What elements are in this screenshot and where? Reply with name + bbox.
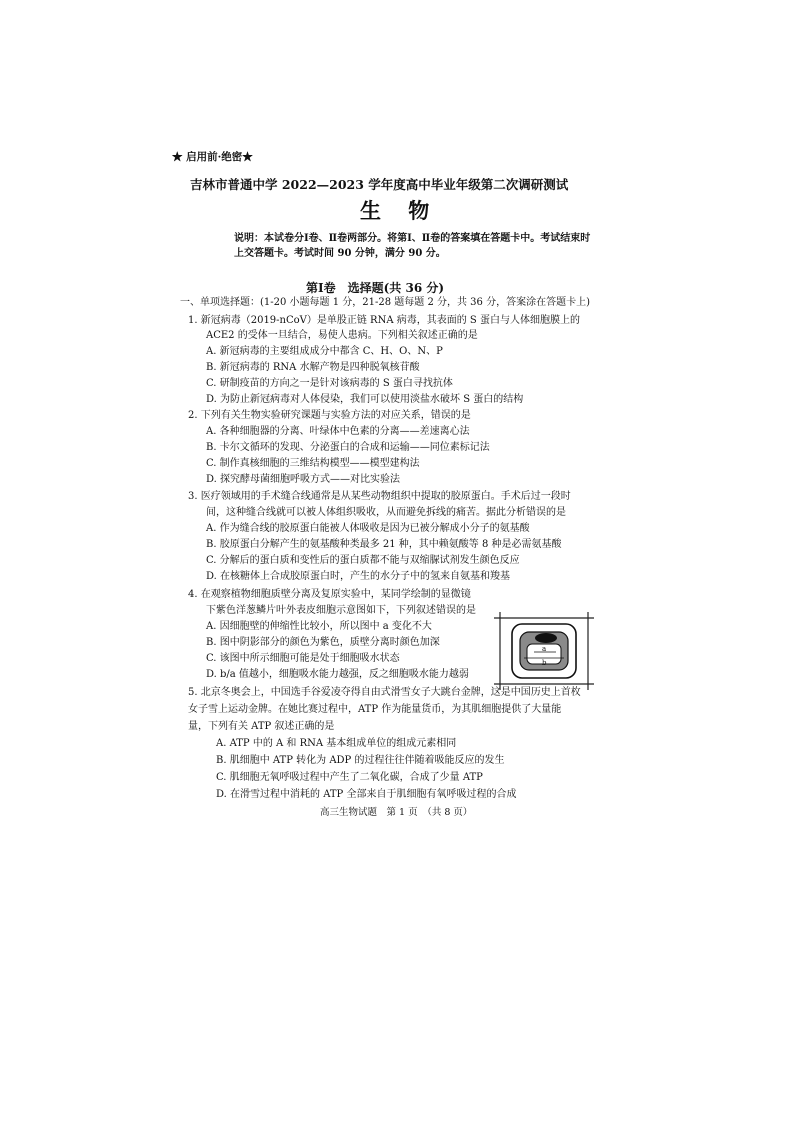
question-5-option-d: D. 在滑雪过程中消耗的 ATP 全部来自于肌细胞有氧呼吸过程的合成 [216,789,517,800]
exam-note-line-2: 上交答题卡。考试时间 90 分钟，满分 90 分。 [234,248,446,259]
question-5-stem-line-3: 量，下列有关 ATP 叙述正确的是 [188,721,335,732]
question-5-stem-line-2: 女子雪上运动金牌。在她比赛过程中，ATP 作为能量货币，为其肌细胞提供了大量能 [188,704,562,715]
question-2-option-a: A. 各种细胞器的分离、叶绿体中色素的分离——差速离心法 [206,426,470,437]
question-4-stem-line-1: 4. 在观察植物细胞质壁分离及复原实验中，某同学绘制的显微镜 [188,589,471,600]
question-1-option-a: A. 新冠病毒的主要组成成分中都含 C、H、O、N、P [206,346,443,357]
nucleus [535,633,557,643]
plant-cell-diagram [490,608,598,694]
exam-note-line-1: 说明：本试卷分Ⅰ卷、Ⅱ卷两部分。将第Ⅰ、Ⅱ卷的答案填在答题卡中。考试结束时 [234,233,591,244]
page-footer: 高三生物试题 第 1 页 （共 8 页） [320,807,473,818]
question-5-option-b: B. 肌细胞中 ATP 转化为 ADP 的过程往往伴随着吸能反应的发生 [216,755,505,766]
question-1-option-d: D. 为防止新冠病毒对人体侵染，我们可以使用淡盐水破坏 S 蛋白的结构 [206,394,524,405]
question-1-option-c: C. 研制疫苗的方向之一是针对该病毒的 S 蛋白寻找抗体 [206,378,453,389]
question-3-option-d: D. 在核糖体上合成胶原蛋白时，产生的水分子中的氢来自氨基和羧基 [206,571,511,582]
question-2-stem: 2. 下列有关生物实验研究课题与实验方法的对应关系，错误的是 [188,410,471,421]
question-4-option-c: C. 该图中所示细胞可能是处于细胞吸水状态 [206,653,400,664]
question-3-stem-line-1: 3. 医疗领域用的手术缝合线通常是从某些动物组织中提取的胶原蛋白。手术后过一段时 [188,491,571,502]
question-1-stem-line-1: 1. 新冠病毒（2019-nCoV）是单股正链 RNA 病毒，其表面的 S 蛋白与人体细胞膜上的 [188,315,580,326]
question-1-stem-line-2: ACE2 的受体一旦结合，易使人患病。下列相关叙述正确的是 [206,330,478,341]
question-2-option-d: D. 探究酵母菌细胞呼吸方式——对比实验法 [206,474,401,485]
secret-mark: ★ 启用前·绝密★ [172,151,253,163]
section-instruction: 一、单项选择题：(1-20 小题每题 1 分，21-28 题每题 2 分，共 36 分，答案涂在答题卡上) [180,297,590,308]
label-b: b [542,659,547,667]
question-4-stem-line-2: 下紫色洋葱鳞片叶外表皮细胞示意图如下，下列叙述错误的是 [206,605,476,616]
question-5-option-c: C. 肌细胞无氧呼吸过程中产生了二氧化碳，合成了少量 ATP [216,772,483,783]
subject-title: 生 物 [360,198,440,223]
question-3-option-c: C. 分解后的蛋白质和变性后的蛋白质都不能与双缩脲试剂发生颜色反应 [206,555,520,566]
label-a: a [542,645,547,653]
question-4-option-b: B. 图中阴影部分的颜色为紫色，质壁分离时颜色加深 [206,637,440,648]
question-3-option-a: A. 作为缝合线的胶原蛋白能被人体吸收是因为已被分解成小分子的氨基酸 [206,523,530,534]
question-3-option-b: B. 胶原蛋白分解产生的氨基酸种类最多 21 种，其中赖氨酸等 8 种是必需氨基酸 [206,539,562,550]
question-5-option-a: A. ATP 中的 A 和 RNA 基本组成单位的组成元素相同 [216,738,457,749]
question-2-option-c: C. 制作真核细胞的三维结构模型——模型建构法 [206,458,420,469]
exam-title: 吉林市普通中学 2022—2023 学年度高中毕业年级第二次调研测试 [190,177,569,192]
question-4-option-a: A. 因细胞壁的伸缩性比较小，所以图中 a 变化不大 [206,621,432,632]
question-5-stem-line-1: 5. 北京冬奥会上，中国选手谷爱凌夺得自由式滑雪女子大跳台金牌，这是中国历史上首枚 [188,687,581,698]
question-4-option-d: D. b/a 值越小，细胞吸水能力越强，反之细胞吸水能力越弱 [206,669,469,680]
question-2-option-b: B. 卡尔文循环的发现、分泌蛋白的合成和运输——同位素标记法 [206,442,490,453]
exam-page [172,150,612,818]
question-1-option-b: B. 新冠病毒的 RNA 水解产物是四种脱氧核苷酸 [206,362,420,373]
section-title: 第Ⅰ卷 选择题(共 36 分) [306,281,445,295]
question-3-stem-line-2: 间，这种缝合线就可以被人体组织吸收，从而避免拆线的痛苦。据此分析错误的是 [206,507,566,518]
